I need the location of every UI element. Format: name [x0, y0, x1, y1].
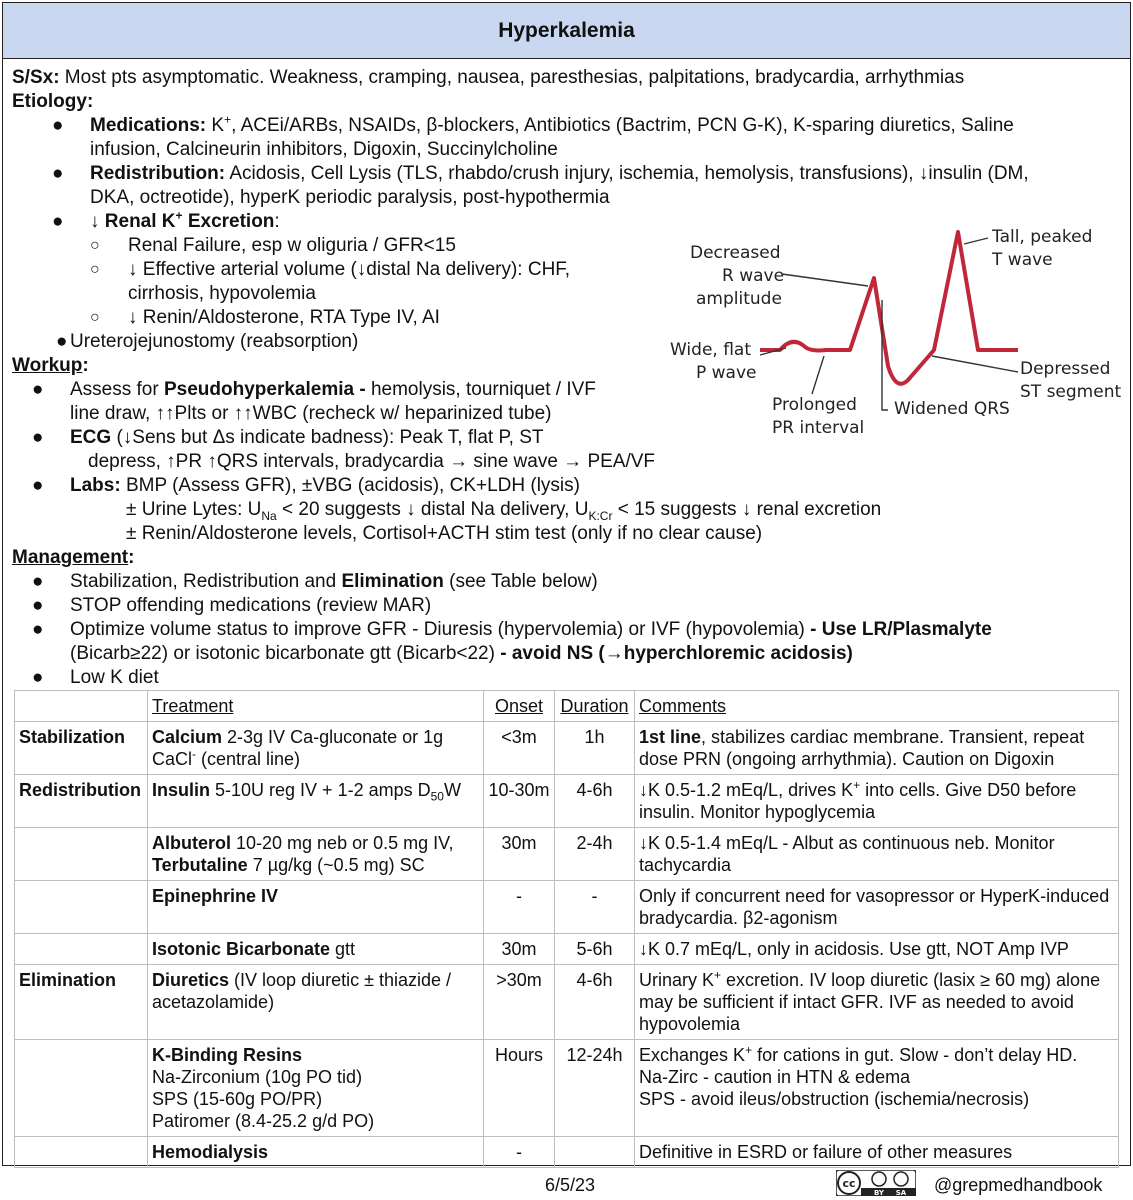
workup-pseudo: ● Assess for Pseudohyperkalemia - hemolysis, tourniquet / IVF — [32, 379, 596, 400]
table-row: Albuterol 10-20 mg neb or 0.5 mg IV, Terbutaline 7 µg/kg (~0.5 mg) SC 30m 2-4h ↓K 0.5-1.4 mEq/L - Albut as continuous neb. Monitor tachycardia — [15, 828, 1119, 881]
table-row: Isotonic Bicarbonate gtt 30m 5-6h ↓K 0.7 mEq/L, only in acidosis. Use gtt, NOT Amp IVP — [15, 934, 1119, 965]
footer — [0, 1168, 1133, 1200]
label-prolonged-pr-1: Prolonged — [772, 395, 857, 415]
renal-item-3: ○ ↓ Renin/Aldosterone, RTA Type IV, AI — [90, 307, 440, 328]
management-item-1: ● Stabilization, Redistribution and Elimination (see Table below) — [32, 571, 598, 592]
label-depressed-st-1: Depressed — [1020, 359, 1111, 379]
management-item-4: ● Low K diet — [32, 667, 159, 688]
table-row: K-Binding Resins Na-Zirconium (10g PO tid) SPS (15-60g PO/PR) Patiromer (8.4-25.2 g/d PO) Hours 12-24h Exchanges K+ for cations in gut. Slow - don’t delay HD. Na-Zirc - caution in HTN & edema SPS - avoid ileus/obstruction (ischemia/necrosis) — [15, 1040, 1119, 1137]
management-heading: Management: — [12, 547, 135, 568]
comment-calcium: 1st line, stabilizes cardiac membrane. Transient, repeat dose PRN (ongoing arrhythmia). Caution on Digoxin — [635, 722, 1119, 775]
comment-insulin: ↓K 0.5-1.2 mEq/L, drives K+ into cells. Give D50 before insulin. Monitor hypoglycemia — [635, 775, 1119, 828]
label-widened-qrs: Widened QRS — [894, 399, 1010, 419]
etiology-redistribution: ● Redistribution: Acidosis, Cell Lysis (TLS, rhabdo/crush injury, ischemia, hemolysis, transfusions), ↓insulin (DM, — [52, 163, 1029, 184]
label-wide-p-1: Wide, flat — [670, 340, 752, 360]
treatment-bicarbonate: Isotonic Bicarbonate gtt — [148, 934, 484, 965]
management-item-2: ● STOP offending medications (review MAR) — [32, 595, 432, 616]
table-row: Redistribution Insulin 5-10U reg IV + 1-2 amps $D_{50}W$ 10-30m 4-6h ↓K 0.5-1.2 mEq/L, drives K+ into cells. Give D50 before insulin. Monitor hypoglycemia — [15, 775, 1119, 828]
etiology-meds-cont: infusion, Calcineurin inhibitors, Digoxin, Succinylcholine — [90, 139, 558, 160]
treatment-hemodialysis: Hemodialysis — [148, 1137, 484, 1168]
page-title: Hyperkalemia — [3, 3, 1130, 59]
comment-hemodialysis: Definitive in ESRD or failure of other measures — [635, 1137, 1119, 1168]
workup-ecg: ● ECG (↓Sens but Δs indicate badness): Peak T, flat P, ST — [32, 427, 544, 448]
category-stabilization: Stabilization — [15, 722, 148, 775]
footer-handle[interactable]: @grepmedhandbook — [934, 1175, 1103, 1195]
treatment-albuterol: Albuterol 10-20 mg neb or 0.5 mg IV, Terbutaline 7 µg/kg (~0.5 mg) SC — [148, 828, 484, 881]
leader-t-wave — [964, 238, 988, 244]
workup-urine: ± Urine Lytes: $U_{Na} < 20$ suggests ↓ distal Na delivery, $U_{K:Cr} < 15$ suggests ↓ renal excretion — [126, 499, 882, 523]
header-duration: Duration — [555, 691, 635, 722]
footer-date: 6/5/23 — [545, 1175, 596, 1195]
sx-line: S/Sx: Most pts asymptomatic. Weakness, cramping, nausea, paresthesias, palpitations, bradycardia, arrhythmias — [12, 67, 965, 88]
header-onset: Onset — [484, 691, 555, 722]
comment-albuterol: ↓K 0.5-1.4 mEq/L - Albut as continuous neb. Monitor tachycardia — [635, 828, 1119, 881]
table-row: Elimination Diuretics (IV loop diuretic ± thiazide / acetazolamide) >30m 4-6h Urinary K+ excretion. IV loop diuretic (lasix ≥ 60 mg) alone may be sufficient if intact GFR. IVF as needed to avoid hypovolemia — [15, 965, 1119, 1040]
category-elimination: Elimination — [15, 965, 148, 1040]
leader-r-wave — [782, 274, 868, 286]
treatment-insulin: Insulin 5-10U reg IV + 1-2 amps $D_{50}W$ — [148, 775, 484, 828]
treatment-table — [14, 690, 1119, 1168]
comment-epinephrine: Only if concurrent need for vasopressor or HyperK-induced bradycardia. β2-agonism — [635, 881, 1119, 934]
renal-item-1: ○ Renal Failure, esp w oliguria / GFR<15 — [90, 235, 456, 256]
label-tall-t-2: T wave — [992, 250, 1053, 270]
table-row: Stabilization Calcium 2-3g IV Ca-gluconate or 1g CaCl- (central line) <3m 1h 1st line, stabilizes cardiac membrane. Transient, repeat dose PRN (ongoing arrhythmia). Caution on Digoxin — [15, 722, 1119, 775]
etiology-heading: Etiology: — [12, 91, 94, 112]
comment-bicarbonate: ↓K 0.7 mEq/L, only in acidosis. Use gtt, NOT Amp IVP — [635, 934, 1119, 965]
treatment-epinephrine: Epinephrine IV — [148, 881, 484, 934]
svg-text:BY: BY — [873, 1189, 885, 1196]
label-tall-t-1: Tall, peaked — [992, 227, 1093, 247]
table-row: Epinephrine IV - - Only if concurrent need for vasopressor or HyperK-induced bradycardia. β2-agonism — [15, 881, 1119, 934]
comment-resins: Exchanges K+ for cations in gut. Slow - don’t delay HD. Na-Zirc - caution in HTN & edema SPS - avoid ileus/obstruction (ischemia/necrosis) — [635, 1040, 1119, 1137]
svg-text:cc: cc — [842, 1177, 856, 1190]
label-decreased-r-1: Decreased — [690, 243, 781, 263]
table-row: Hemodialysis - Definitive in ESRD or failure of other measures — [15, 1137, 1119, 1168]
renal-item-2-cont: cirrhosis, hypovolemia — [128, 283, 316, 304]
workup-heading: Workup: — [12, 355, 89, 376]
label-prolonged-pr-2: PR interval — [772, 418, 865, 438]
label-depressed-st-2: ST segment — [1020, 382, 1122, 402]
etiology-meds: ● Medications: K+, ACEi/ARBs, NSAIDs, β-blockers, Antibiotics (Bactrim, PCN G-K), K-sparing diuretics, Saline — [52, 112, 1014, 136]
workup-labs: ● Labs: BMP (Assess GFR), ±VBG (acidosis), CK+LDH (lysis) — [32, 475, 580, 496]
management-item-3-cont: (Bicarb≥22) or isotonic bicarbonate gtt (Bicarb<22) - avoid NS (→hyperchloremic acidosis) — [70, 643, 853, 664]
cc-by-sa-license-icon — [836, 1170, 916, 1196]
label-decreased-r-3: amplitude — [696, 289, 782, 309]
svg-text:SA: SA — [895, 1189, 907, 1196]
label-decreased-r-2: R wave — [722, 266, 785, 286]
label-wide-p-2: P wave — [696, 363, 757, 383]
etiology-renal: ● ↓ Renal K+ Excretion: — [52, 208, 280, 232]
header-treatment: Treatment — [148, 691, 484, 722]
management-item-3: ● Optimize volume status to improve GFR - Diuresis (hypervolemia) or IVF (hypovolemia) - Use LR/Plasmalyte — [32, 619, 992, 640]
table-header-row — [15, 691, 1119, 722]
leader-pr — [812, 356, 824, 394]
ecg-diagram — [662, 214, 1126, 446]
ecg-trace — [760, 232, 1018, 384]
treatment-diuretics: Diuretics (IV loop diuretic ± thiazide / acetazolamide) — [148, 965, 484, 1040]
comment-diuretics: Urinary K+ excretion. IV loop diuretic (lasix ≥ 60 mg) alone may be sufficient if intact GFR. IVF as needed to avoid hypovolemia — [635, 965, 1119, 1040]
header-comments: Comments — [635, 691, 1119, 722]
treatment-resins: K-Binding Resins Na-Zirconium (10g PO tid) SPS (15-60g PO/PR) Patiromer (8.4-25.2 g/d PO) — [148, 1040, 484, 1137]
etiology-uretero: ● Ureterojejunostomy (reabsorption) — [56, 331, 359, 352]
workup-ecg-cont: depress, ↑PR ↑QRS intervals, bradycardia → sine wave → PEA/VF — [88, 451, 656, 472]
etiology-redistribution-cont: DKA, octreotide), hyperK periodic paralysis, post-hypothermia — [90, 187, 610, 208]
treatment-calcium: Calcium 2-3g IV Ca-gluconate or 1g CaCl- (central line) — [148, 722, 484, 775]
leader-st — [932, 356, 1018, 372]
header-category — [15, 691, 148, 722]
workup-pseudo-cont: line draw, ↑↑Plts or ↑↑WBC (recheck w/ heparinized tube) — [70, 403, 552, 424]
category-redistribution: Redistribution — [15, 775, 148, 828]
renal-item-2: ○ ↓ Effective arterial volume (↓distal Na delivery): CHF, — [90, 259, 571, 280]
workup-renin: ± Renin/Aldosterone levels, Cortisol+ACTH stim test (only if no clear cause) — [126, 523, 763, 544]
